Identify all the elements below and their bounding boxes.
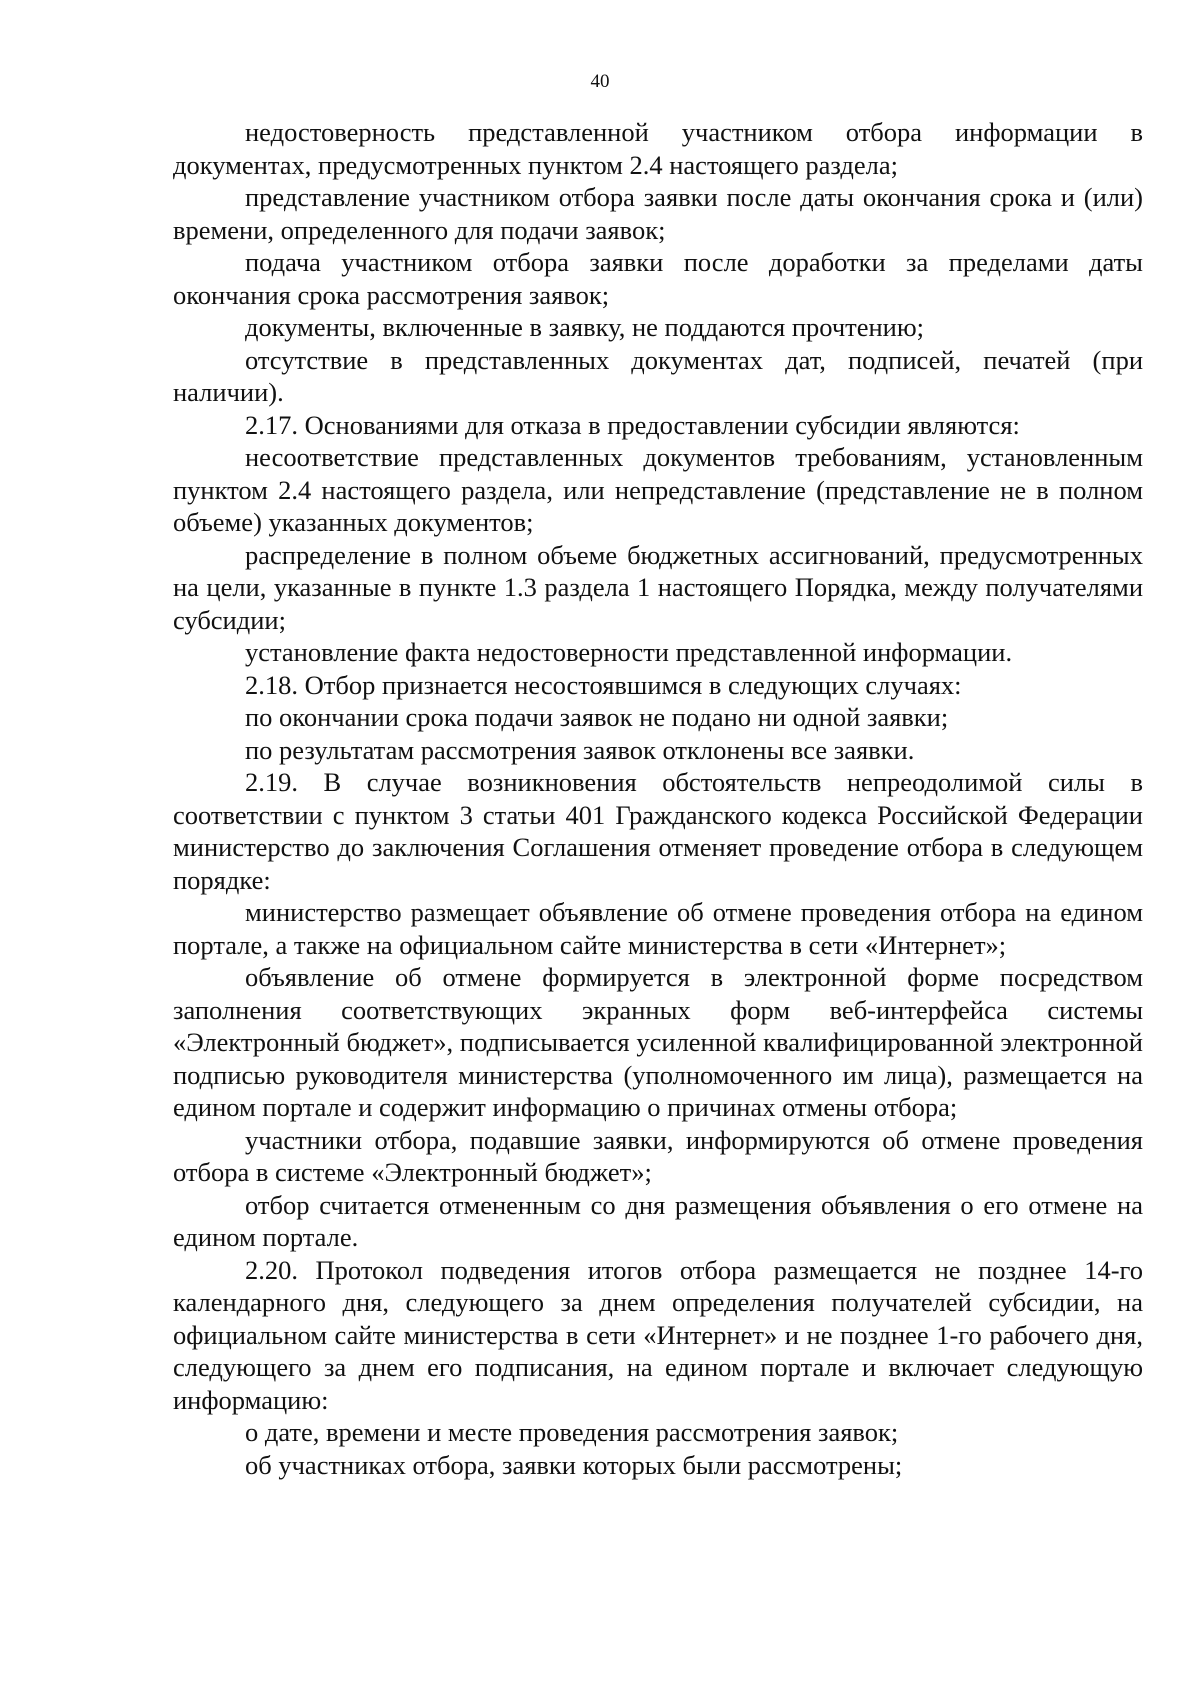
paragraph-unreliable-info: недостоверность представленной участником отбора информации в документах, предусмотренных пунктом 2.4 настоящего раздела;: [173, 117, 1143, 180]
paragraph-electronic-form: объявление об отмене формируется в электронной форме посредством заполнения соответствующих экранных форм веб-интерфейса системы «Электронный бюджет», подписывается усиленной квалифицированной электронной подписью руководителя министерства (уполномоченного им лица), размещается на едином портале и содержит информацию о причинах отмены отбора;: [173, 962, 1143, 1122]
clause-2-17: 2.17. Основаниями для отказа в предоставлении субсидии являются:: [245, 409, 1020, 440]
document-body: [173, 116, 1143, 1481]
paragraph-cancellation-announcement: министерство размещает объявление об отмене проведения отбора на едином портале, а также на официальном сайте министерства в сети «Интернет»;: [173, 897, 1143, 960]
paragraph-missing-signatures: отсутствие в представленных документах дат, подписей, печатей (при наличии).: [173, 344, 1143, 407]
page-number: 40: [590, 71, 610, 92]
paragraph-late-submission: представление участником отбора заявки после даты окончания срока и (или) времени, определенного для подачи заявок;: [173, 182, 1143, 245]
paragraph-considered-cancelled: отбор считается отмененным со дня размещения объявления о его отмене на едином портале.: [173, 1189, 1143, 1252]
paragraph-participants-reviewed: об участниках отбора, заявки которых были рассмотрены;: [245, 1449, 903, 1480]
paragraph-unreliability-established: установление факта недостоверности представленной информации.: [245, 637, 1013, 667]
paragraph-after-revision: подача участником отбора заявки после доработки за пределами даты окончания срока рассмотрения заявок;: [173, 247, 1143, 310]
clause-2-20: 2.20. Протокол подведения итогов отбора размещается не позднее 14-го календарного дня, следующего за днем определения получателей субсидии, на официальном сайте министерства в сети «Интернет» и не позднее 1-го рабочего дня, следующего за днем его подписания, на едином портале и включает следующую информацию:: [173, 1254, 1143, 1415]
clause-2-18: 2.18. Отбор признается несостоявшимся в следующих случаях:: [245, 669, 962, 700]
paragraph-noncompliance: несоответствие представленных документов требованиям, установленным пунктом 2.4 настоящего раздела, или непредставление (представление не в полном объеме) указанных документов;: [173, 442, 1143, 537]
paragraph-participants-informed: участники отбора, подавшие заявки, информируются об отмене проведения отбора в системе «Электронный бюджет»;: [173, 1124, 1143, 1187]
paragraph-date-time-place: о дате, времени и месте проведения рассмотрения заявок;: [245, 1417, 899, 1447]
paragraph-budget-distributed: распределение в полном объеме бюджетных ассигнований, предусмотренных на цели, указанные в пункте 1.3 раздела 1 настоящего Порядка, между получателями субсидии;: [173, 539, 1143, 635]
paragraph-all-rejected: по результатам рассмотрения заявок отклонены все заявки.: [245, 734, 915, 765]
clause-2-19: 2.19. В случае возникновения обстоятельств непреодолимой силы в соответствии с пунктом 3 статьи 401 Гражданского кодекса Российской Федерации министерство до заключения Соглашения отменяет проведение отбора в следующем порядке:: [173, 767, 1143, 895]
paragraph-no-applications: по окончании срока подачи заявок не подано ни одной заявки;: [245, 702, 949, 732]
paragraph-unreadable-docs: документы, включенные в заявку, не поддаются прочтению;: [245, 312, 925, 342]
